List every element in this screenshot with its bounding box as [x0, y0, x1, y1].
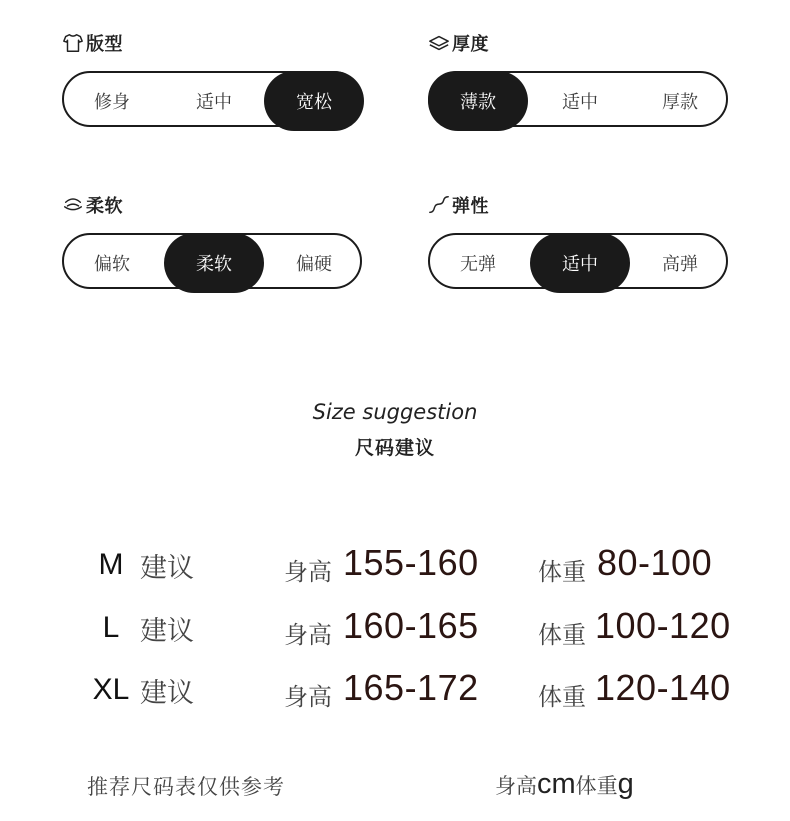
size-label: M: [98, 548, 124, 581]
weight-value: 80-100: [597, 542, 713, 583]
option-elasticity-high[interactable]: 高弹: [662, 254, 698, 275]
option-fit-slim[interactable]: 修身: [94, 92, 130, 113]
option-fit-loose[interactable]: 宽松: [264, 71, 364, 131]
fit-selector: [62, 71, 362, 127]
weight-label: 体重: [538, 621, 586, 649]
reference-note: 推荐尺码表仅供参考: [87, 775, 285, 799]
attribute-header: [428, 31, 728, 55]
size-label: L: [102, 611, 120, 644]
attribute-softness: [62, 193, 362, 289]
advice-label: 建议: [140, 678, 194, 709]
attribute-header: [428, 193, 728, 217]
option-fit-regular[interactable]: 适中: [196, 92, 232, 113]
height-label: 身高: [284, 621, 332, 649]
option-elasticity-medium[interactable]: 适中: [530, 233, 630, 293]
option-thickness-medium[interactable]: 适中: [562, 92, 598, 113]
weight-label: 体重: [538, 683, 586, 711]
softness-selector: [62, 233, 362, 289]
size-row-xl: [0, 667, 790, 717]
attribute-title: 版型: [86, 34, 123, 55]
attribute-thickness: [428, 31, 728, 127]
attribute-fit: [62, 31, 362, 127]
option-thickness-thick[interactable]: 厚款: [662, 92, 698, 113]
weight-value: 100-120: [595, 605, 731, 646]
height-value: 155-160: [343, 542, 479, 583]
size-suggestion-title-cn: 尺码建议: [354, 437, 435, 459]
option-elasticity-none[interactable]: 无弹: [460, 254, 496, 275]
units-weight-label: 体重: [575, 774, 618, 798]
stretch-icon: [428, 194, 450, 216]
attribute-title: 弹性: [452, 196, 489, 217]
weight-label: 体重: [538, 558, 586, 586]
soft-icon: [62, 194, 84, 216]
height-label: 身高: [284, 558, 332, 586]
height-value: 160-165: [343, 605, 479, 646]
attribute-header: [62, 193, 362, 217]
size-label: XL: [92, 673, 130, 706]
option-softness-hard[interactable]: 偏硬: [296, 254, 332, 275]
units-height-unit: cm: [537, 768, 576, 800]
units-weight-unit: g: [617, 768, 634, 800]
option-softness-soft[interactable]: 偏软: [94, 254, 130, 275]
layers-icon: [428, 32, 450, 54]
size-suggestion-title-en: Size suggestion: [312, 400, 478, 424]
units-height-label: 身高: [495, 774, 537, 798]
size-row-l: [0, 605, 790, 655]
height-label: 身高: [284, 683, 332, 711]
advice-label: 建议: [140, 616, 194, 647]
elasticity-selector: [428, 233, 728, 289]
size-row-m: [0, 542, 790, 592]
option-thickness-thin[interactable]: 薄款: [428, 71, 528, 131]
thickness-selector: [428, 71, 728, 127]
tshirt-icon: [62, 32, 84, 54]
attribute-title: 柔软: [86, 196, 123, 217]
option-softness-very-soft[interactable]: 柔软: [164, 233, 264, 293]
weight-value: 120-140: [595, 667, 731, 708]
advice-label: 建议: [140, 553, 194, 584]
attribute-elasticity: [428, 193, 728, 289]
units-note: [495, 768, 634, 801]
attribute-header: [62, 31, 362, 55]
height-value: 165-172: [343, 667, 479, 708]
attribute-title: 厚度: [452, 34, 489, 55]
